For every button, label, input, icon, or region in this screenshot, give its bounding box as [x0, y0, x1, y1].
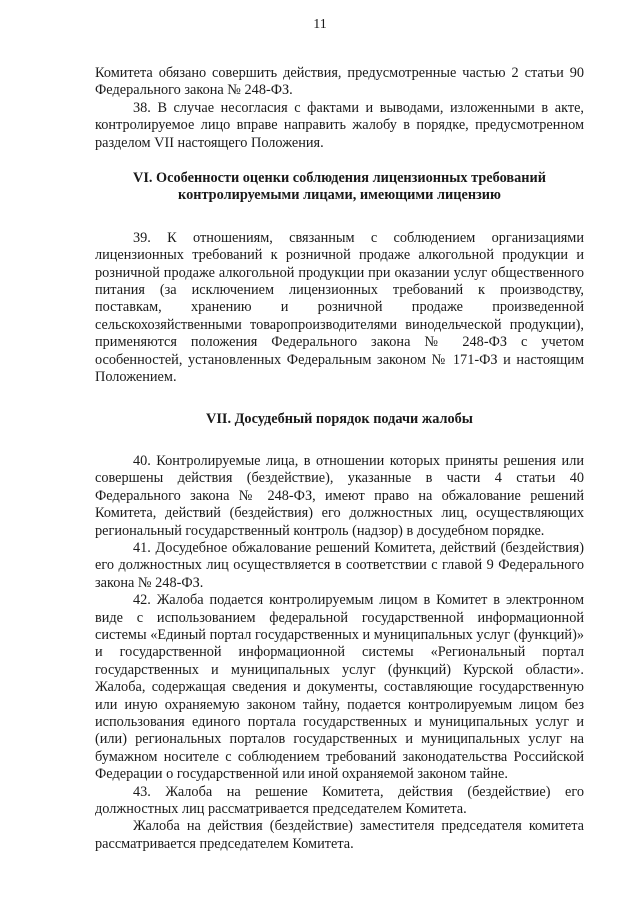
paragraph-38: 38. В случае несогласия с фактами и выводами, изложенными в акте, контролируемое лицо вправе направить жалобу в порядке, предусмотренном разделом VII настоящего Положения.	[95, 99, 584, 151]
paragraph-41: 41. Досудебное обжалование решений Комитета, действий (бездействия) его должностных лиц осуществляется в соответствии с главой 9 Федерального закона № 248-ФЗ.	[95, 539, 584, 591]
paragraph-40: 40. Контролируемые лица, в отношении которых приняты решения или совершены действия (бездействие), указанные в части 4 статьи 40 Федерального закона № 248-ФЗ, имеют право на обжалование решений Комитета, действий (бездействия) его должностных лиц, осуществляющих региональный государственный контроль (надзор) в досудебном порядке.	[95, 452, 584, 539]
page-number: 11	[313, 17, 327, 32]
section-heading-vii: VII. Досудебный порядок подачи жалобы	[206, 410, 473, 427]
paragraph-42: 42. Жалоба подается контролируемым лицом в Комитет в электронном виде с использованием федеральной государственной информационной системы «Единый портал государственных и муниципальных услуг (функций)» и государственной информационной системы «Региональный портал государственных и муниципальных услуг (функций) Курской области». Жалоба, содержащая сведения и документы, составляющие государственную или иную охраняемую законом тайну, подается контролируемым лицом без использования единого портала государственных и муниципальных услуг и (или) региональных порталов государственных и муниципальных услуг на бумажном носителе с соблюдением требований законодательства Российской Федерации о государственной или иной охраняемой законом тайне.	[95, 592, 584, 783]
paragraph-39: 39. К отношениям, связанным с соблюдением организациями лицензионных требований к розничной продаже алкогольной продукции и розничной продаже алкогольной продукции при оказании услуг общественного питания (за исключением лицензионных требований к производству, поставкам, хранению и розничной продаже произведенной сельскохозяйственными товаропроизводителями винодельческой продукции), применяются положения Федерального закона № 248-ФЗ с учетом особенностей, установленных Федеральным законом № 171-ФЗ и настоящим Положением.	[95, 229, 584, 386]
paragraph-43: 43. Жалоба на решение Комитета, действия (бездействие) его должностных лиц рассматривается председателем Комитета.	[95, 783, 584, 818]
paragraph-complaint-deputy: Жалоба на действия (бездействие) заместителя председателя комитета рассматривается председателем Комитета.	[95, 818, 584, 852]
section-heading-vi: VI. Особенности оценки соблюдения лицензионных требований контролируемыми лицами, имеющими лицензию	[133, 170, 546, 204]
document-body	[95, 65, 584, 853]
paragraph-continuation: Комитета обязано совершить действия, предусмотренные частью 2 статьи 90 Федерального закона № 248-ФЗ.	[95, 65, 584, 99]
